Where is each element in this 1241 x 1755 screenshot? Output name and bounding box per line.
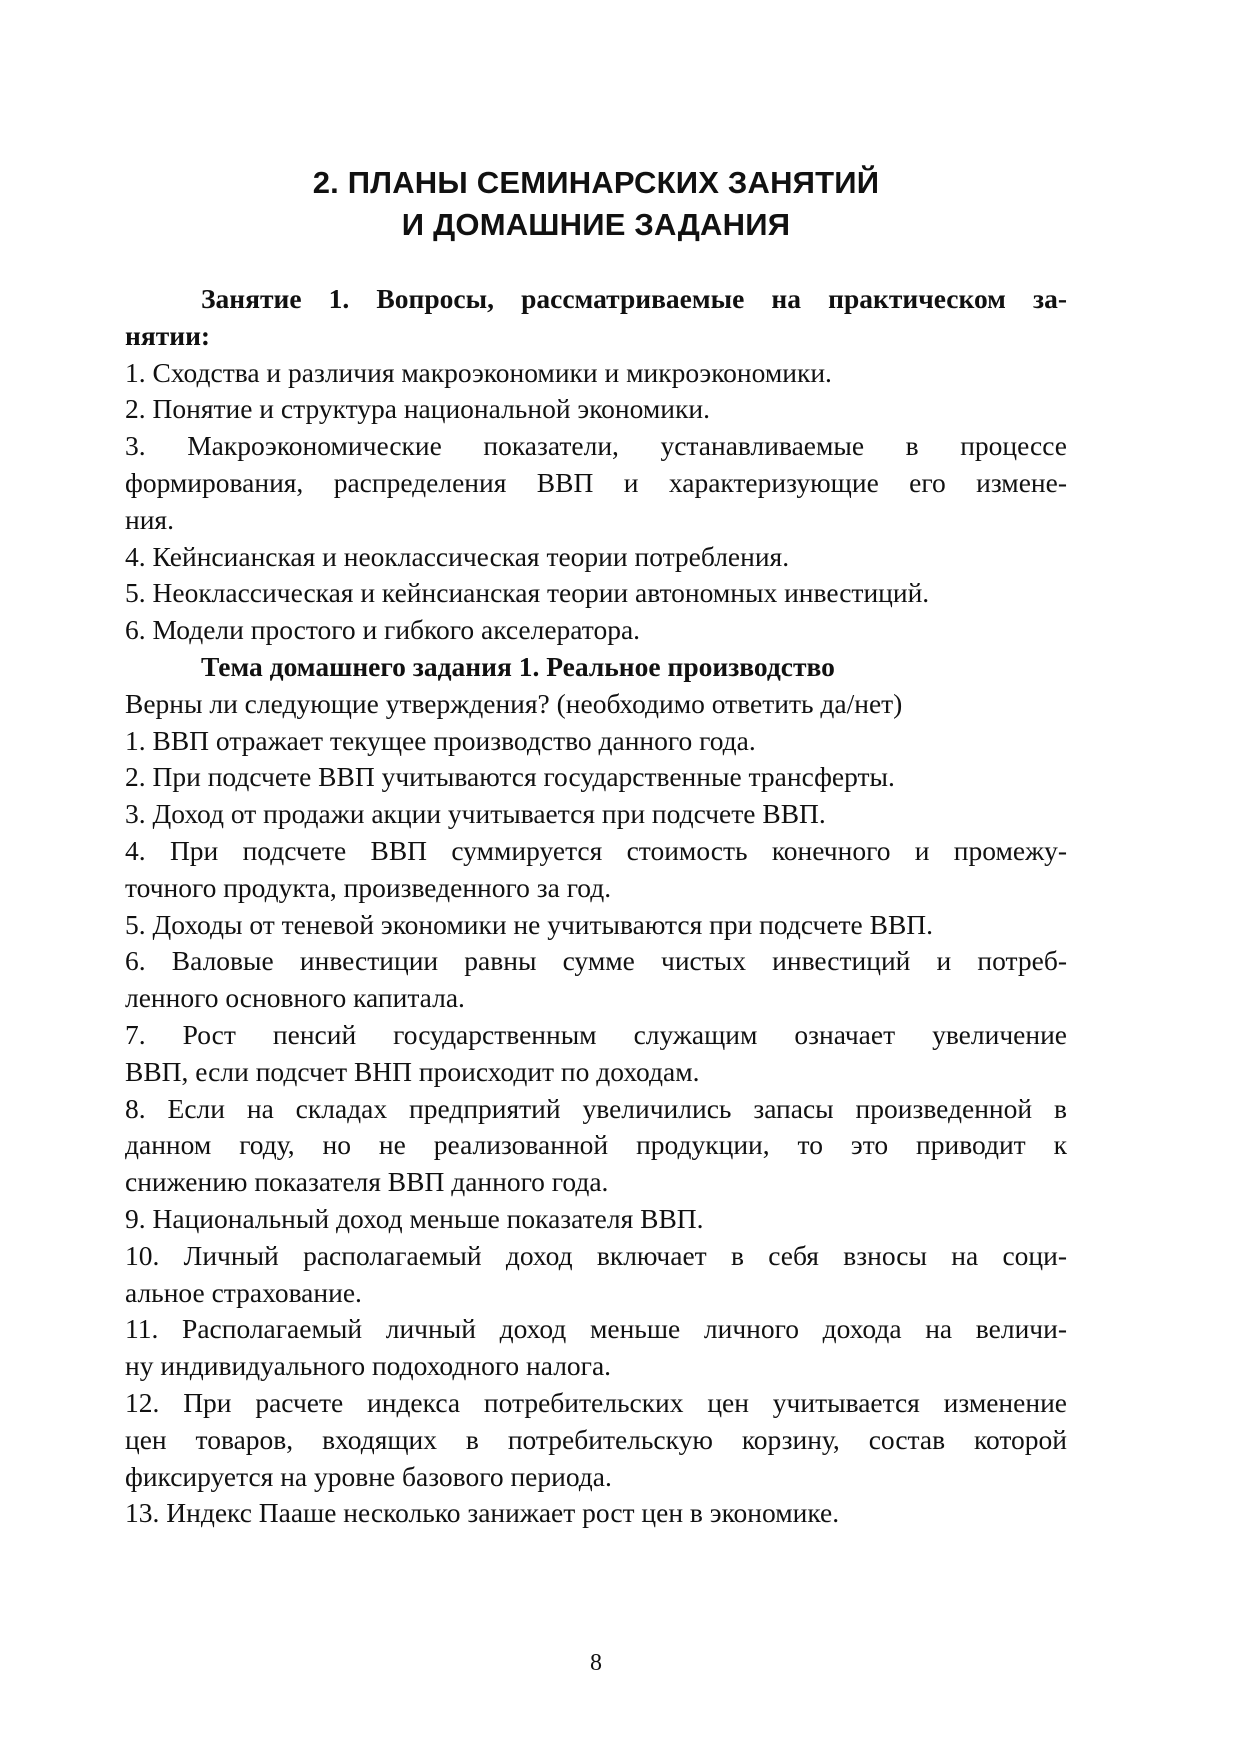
question-item-line: ния.	[125, 503, 174, 535]
statement-item	[125, 1091, 1067, 1201]
statement-item-line: 5. Доходы от теневой экономики не учитываются при подсчете ВВП.	[125, 908, 934, 940]
question-item	[125, 428, 1067, 538]
statement-item	[125, 723, 1067, 760]
statement-item-line: фиксируется на уровне базового периода.	[125, 1460, 612, 1492]
lesson-title	[125, 281, 1067, 355]
statement-item	[125, 759, 1067, 796]
statement-item	[125, 1311, 1067, 1385]
statement-item-line: снижению показателя ВВП данного года.	[125, 1166, 609, 1198]
lesson-title-line: нятии:	[125, 319, 211, 351]
homework-statements	[125, 723, 1067, 1533]
document-page	[125, 0, 1067, 1755]
heading-line-1: 2. ПЛАНЫ СЕМИНАРСКИХ ЗАНЯТИЙ	[312, 165, 880, 200]
homework-title: Тема домашнего задания 1. Реальное производство	[201, 650, 835, 682]
statement-item-line: 1. ВВП отражает текущее производство данного года.	[125, 724, 756, 756]
statement-item	[125, 1017, 1067, 1091]
statement-item-line: 7. Рост пенсий государственным служащим означает увеличение	[125, 1018, 1067, 1050]
statement-item	[125, 833, 1067, 907]
lesson-questions	[125, 355, 1067, 649]
heading-line-2: И ДОМАШНИЕ ЗАДАНИЯ	[401, 207, 791, 242]
statement-item	[125, 1201, 1067, 1238]
question-item	[125, 612, 1067, 649]
statement-item-line: ВВП, если подсчет ВНП происходит по доходам.	[125, 1055, 700, 1087]
statement-item-line: 12. При расчете индекса потребительских цен учитывается изменение	[125, 1386, 1067, 1418]
question-item-line: 6. Модели простого и гибкого акселератора.	[125, 614, 641, 646]
statement-item-line: 6. Валовые инвестиции равны сумме чистых инвестиций и потреб-	[125, 945, 1067, 977]
statement-item-line: 13. Индекс Пааше несколько занижает рост цен в экономике.	[125, 1497, 840, 1529]
statement-item-line: данном году, но не реализованной продукции, то это приводит к	[125, 1129, 1067, 1161]
document-body	[125, 281, 1067, 1532]
statement-item	[125, 1495, 1067, 1532]
question-item-line: 1. Сходства и различия макроэкономики и микроэкономики.	[125, 356, 832, 388]
question-item	[125, 355, 1067, 392]
statement-item-line: точного продукта, произведенного за год.	[125, 871, 612, 903]
question-item	[125, 539, 1067, 576]
statement-item-line: 4. При подсчете ВВП суммируется стоимость конечного и промежу-	[125, 834, 1067, 866]
statement-item	[125, 907, 1067, 944]
lesson-title-line: Занятие 1. Вопросы, рассматриваемые на практическом за-	[201, 283, 1067, 314]
question-item	[125, 391, 1067, 428]
question-item-line: 3. Макроэкономические показатели, устанавливаемые в процессе	[125, 430, 1067, 462]
page-number: 8	[590, 1650, 602, 1676]
statement-item	[125, 796, 1067, 833]
statement-item-line: 11. Располагаемый личный доход меньше личного дохода на величи-	[125, 1313, 1067, 1345]
statement-item	[125, 943, 1067, 1017]
statement-item-line: цен товаров, входящих в потребительскую корзину, состав которой	[125, 1423, 1067, 1455]
statement-item-line: 2. При подсчете ВВП учитываются государственные трансферты.	[125, 761, 895, 793]
statement-item-line: ну индивидуального подоходного налога.	[125, 1350, 612, 1382]
question-item-line: 5. Неоклассическая и кейнсианская теории автономных инвестиций.	[125, 577, 930, 609]
statement-item-line: 8. Если на складах предприятий увеличились запасы произведенной в	[125, 1092, 1067, 1124]
statement-item-line: 3. Доход от продажи акции учитывается при подсчете ВВП.	[125, 798, 826, 830]
statement-item-line: альное страхование.	[125, 1276, 362, 1308]
statement-item-line: 9. Национальный доход меньше показателя ВВП.	[125, 1202, 704, 1234]
statement-item	[125, 1385, 1067, 1495]
question-item-line: формирования, распределения ВВП и характеризующие его измене-	[125, 466, 1067, 498]
question-item	[125, 575, 1067, 612]
homework-intro-line: Верны ли следующие утверждения? (необходимо ответить да/нет)	[125, 687, 903, 719]
statement-item	[125, 1238, 1067, 1312]
question-item-line: 2. Понятие и структура национальной экономики.	[125, 393, 710, 425]
statement-item-line: ленного основного капитала.	[125, 982, 465, 1014]
statement-item-line: 10. Личный располагаемый доход включает в себя взносы на соци-	[125, 1239, 1067, 1271]
homework-intro	[125, 686, 1067, 723]
section-heading	[125, 162, 1067, 246]
question-item-line: 4. Кейнсианская и неоклассическая теории потребления.	[125, 540, 790, 572]
